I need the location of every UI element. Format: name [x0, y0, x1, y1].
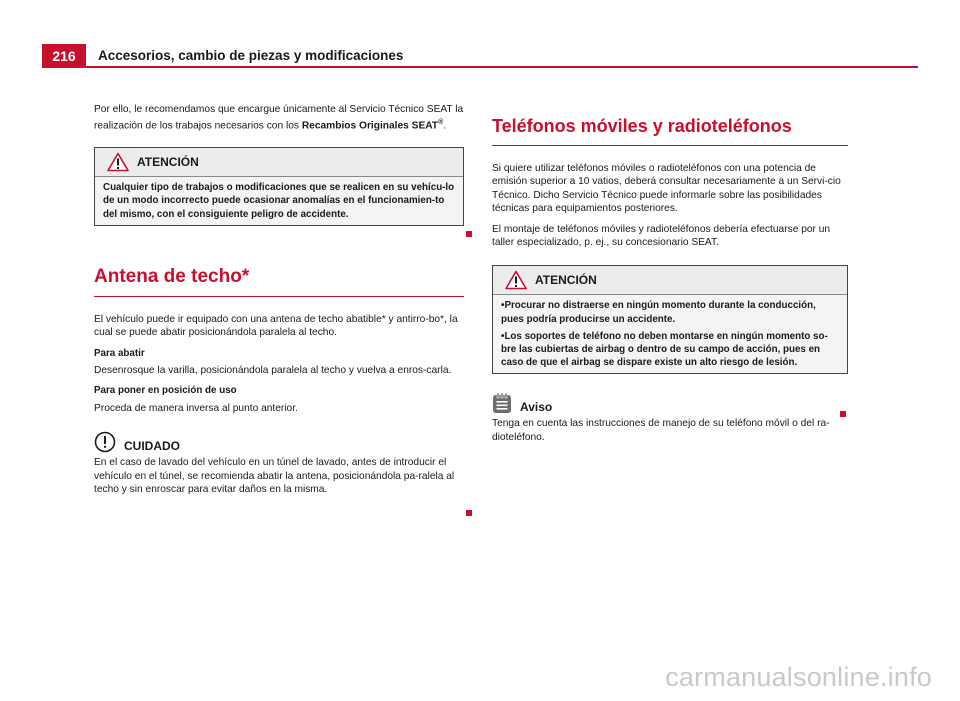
warning-label: ATENCIÓN	[137, 155, 199, 170]
note-icon	[492, 392, 512, 414]
watermark: carmanualsonline.info	[665, 662, 932, 692]
abatir-paragraph: Desenrosque la varilla, posicionándola paralela al techo y vuelva a enros-carla.	[94, 365, 452, 377]
warning-item-1-text: Procurar no distraerse en ningún momento durante la conducción, pues podría producirse un accidente.	[501, 300, 816, 325]
section-end-marker	[840, 411, 846, 417]
intro-text: Por ello, le recomendamos que encargue únicamente al Servicio Técnico SEAT la realización de los trabajos necesarios con los	[94, 104, 464, 132]
right-column	[492, 116, 848, 444]
bullet: •	[501, 330, 505, 342]
header-divider	[42, 66, 918, 68]
phones-paragraph-2: El montaje de teléfonos móviles y radioteléfonos debería efectuarse por un taller especializado, p. ej., su concesionario SEAT.	[492, 223, 831, 249]
warning-label: ATENCIÓN	[535, 273, 597, 288]
caution-label: CUIDADO	[124, 439, 180, 454]
warning-item-2	[501, 330, 839, 370]
intro-end: .	[443, 120, 447, 132]
caution-exclamation-icon	[94, 431, 116, 453]
chapter-title: Accesorios, cambio de piezas y modificaciones	[98, 48, 404, 63]
warning-box-right	[492, 265, 848, 374]
subheading-abatir: Para abatir	[94, 347, 145, 359]
warning-body	[95, 177, 463, 225]
warning-triangle-icon	[107, 152, 129, 172]
section-end-marker	[466, 510, 472, 516]
warning-box-left	[94, 147, 464, 226]
warning-triangle-icon	[505, 270, 527, 290]
note-header	[492, 392, 848, 414]
warning-text: Cualquier tipo de trabajos o modificaciones que se realicen en su vehícu-lo de un modo incorrecto puede ocasionar anomalías en el funcionamien-to del mismo, con el consiguiente peligro de accidente.	[103, 182, 455, 220]
uso-paragraph: Proceda de manera inversa al punto anterior.	[94, 402, 298, 414]
antenna-paragraph: El vehículo puede ir equipado con una antena de techo abatible* y antirro-bo*, la cual se puede abatir posicionándola paralela al techo.	[94, 313, 458, 339]
warning-header	[95, 148, 463, 177]
warning-item-1	[501, 299, 839, 325]
note-label: Aviso	[520, 400, 553, 415]
warning-body	[493, 295, 847, 373]
section-heading-antenna: Antena de techo*	[94, 266, 464, 297]
caution-header	[94, 431, 464, 453]
intro-paragraph	[94, 103, 464, 133]
section-heading-phones: Teléfonos móviles y radioteléfonos	[492, 116, 848, 146]
phones-paragraph-1: Si quiere utilizar teléfonos móviles o radioteléfonos con una potencia de emisión superior a 10 vatios, deberá consultar necesariamente a un Servi-cio Técnico. Dicho Servicio Técnico puede informarle sobre las posibilidades técnicas para equipamientos posteriores.	[492, 163, 841, 215]
registered-mark: ®	[438, 119, 444, 127]
note-text: Tenga en cuenta las instrucciones de manejo de su teléfono móvil o del ra-dioteléfono.	[492, 418, 830, 443]
page-number: 216	[42, 44, 86, 68]
caution-text: En el caso de lavado del vehículo en un túnel de lavado, antes de introducir el vehículo en el túnel, se recomienda abatir la antena, posicionándola pa-ralela al techo y sin enroscar para evitar daños en la misma.	[94, 457, 455, 496]
bullet: •	[501, 300, 505, 312]
left-column	[94, 103, 464, 496]
subheading-uso: Para poner en posición de uso	[94, 385, 237, 397]
intro-bold-text: Recambios Originales SEAT	[301, 120, 439, 132]
section-end-marker	[466, 231, 472, 237]
warning-header	[493, 266, 847, 295]
warning-item-2-text: Los soportes de teléfono no deben montarse en ningún momento so-bre las cubiertas de airbag o dentro de su campo de acción, pues en caso de que el airbag se dispare existe un alto riesgo de lesión.	[501, 330, 828, 369]
